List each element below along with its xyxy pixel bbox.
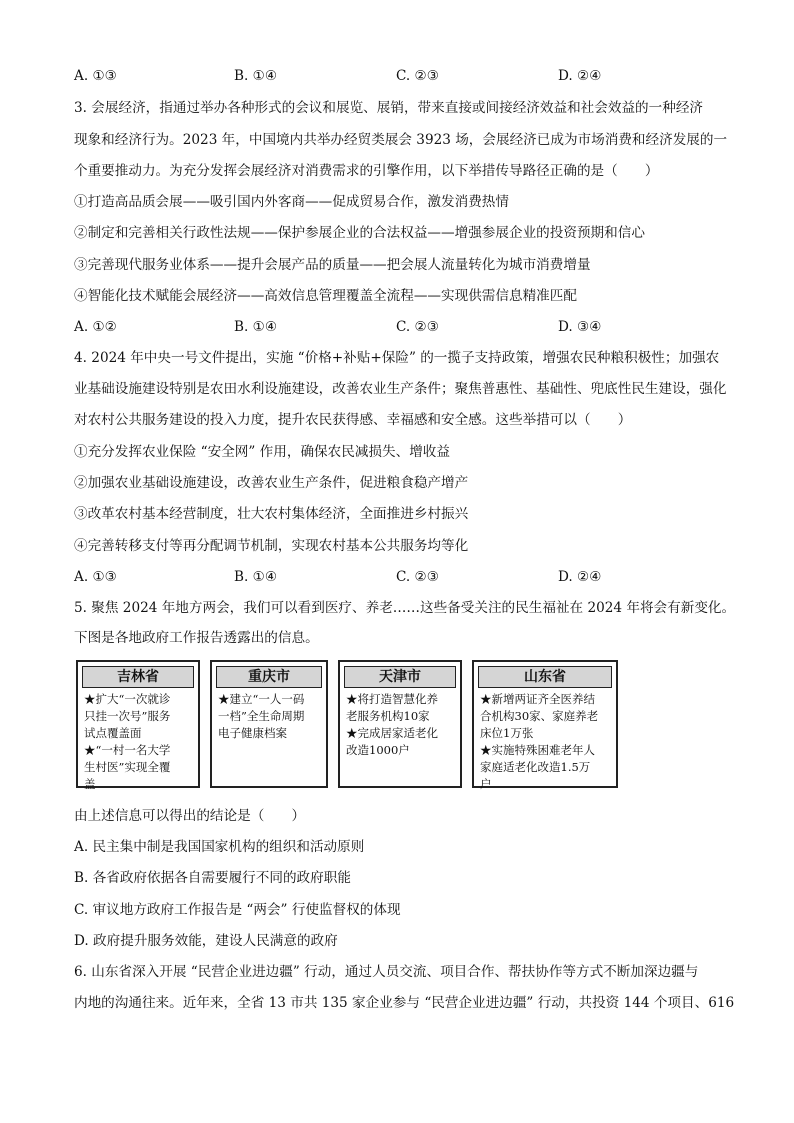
q3-stem-line-2: 现象和经济行为。2023 年，中国境内共举办经贸类展会 3923 场，会展经济已成为市场消费和经济发展的一: [74, 132, 728, 148]
q4-stem-line-1: 4. 2024 年中央一号文件提出，实施 “价格+补贴+保险” 的一揽子支持政策，增强农民种粮积极性；加强农: [74, 350, 720, 366]
q5-stem-line-1: 5. 聚焦 2024 年地方两会，我们可以看到医疗、养老……这些备受关注的民生福祉在 2024 年将会有新变化。: [74, 600, 736, 616]
q4-item-4: ④完善转移支付等再分配调节机制，实现农村基本公共服务均等化: [74, 538, 469, 554]
province-text: ★建立“一人一码 一档”全生命周期 电子健康档案: [218, 692, 305, 740]
q5-option-b[interactable]: B. 各省政府依据各自需要履行不同的政府职能: [74, 870, 351, 886]
q3-stem-line-1: 3. 会展经济，指通过举办各种形式的会议和展览、展销，带来直接或间接经济效益和社会效益的一种经济: [74, 100, 704, 116]
q5-question: 由上述信息可以得出的结论是（ ）: [74, 808, 306, 824]
q3-options: [74, 317, 734, 337]
q4-options: [74, 567, 734, 587]
province-text: ★扩大“一次就诊 只挂一次号”服务 试点覆盖面 ★“一村一名大学 生村医”实现全覆 盖: [84, 692, 171, 791]
q3-option-a[interactable]: A. ①②: [74, 319, 117, 335]
q5-option-a[interactable]: A. 民主集中制是我国国家机构的组织和活动原则: [74, 839, 365, 855]
q3-item-1: ①打造高品质会展——吸引国内外客商——促成贸易合作，激发消费热情: [74, 194, 509, 210]
q4-item-3: ③改革农村基本经营制度，壮大农村集体经济，全面推进乡村振兴: [74, 506, 469, 522]
province-box-tianjin: [338, 660, 462, 788]
province-title: 吉林省: [82, 666, 194, 688]
q3-stem-line-3: 个重要推动力。为充分发挥会展经济对消费需求的引擎作用，以下举措传导路径正确的是（ ）: [74, 163, 659, 179]
province-text: ★将打造智慧化养 老服务机构10家 ★完成居家适老化 改造1000户: [346, 692, 438, 757]
q6-stem-line-2: 内地的沟通往来。近年来，全省 13 市共 135 家企业参与 “民营企业进边疆” 行动，共投资 144 个项目、616: [74, 995, 735, 1011]
q2-option-d[interactable]: D. ②④: [558, 68, 602, 84]
q2-option-b[interactable]: B. ①④: [234, 68, 278, 84]
q4-item-1: ①充分发挥农业保险 “安全网” 作用，确保农民减损失、增收益: [74, 444, 450, 460]
q4-stem-line-2: 业基础设施建设特别是农田水利设施建设，改善农业生产条件；聚焦普惠性、基础性、兜底性民生建设，强化: [74, 381, 727, 397]
q3-item-4: ④智能化技术赋能会展经济——高效信息管理覆盖全流程——实现供需信息精准匹配: [74, 288, 577, 304]
province-title: 重庆市: [216, 666, 322, 688]
q5-option-c[interactable]: C. 审议地方政府工作报告是 “两会” 行使监督权的体现: [74, 902, 401, 918]
q3-option-d[interactable]: D. ③④: [558, 319, 602, 335]
q6-stem-line-1: 6. 山东省深入开展 “民营企业进边疆” 行动，通过人员交流、项目合作、帮扶协作等方式不断加深边疆与: [74, 964, 699, 980]
province-box-chongqing: [210, 660, 328, 788]
q2-options: [74, 66, 734, 86]
province-box-shandong: [472, 660, 618, 791]
q5-stem-line-2: 下图是各地政府工作报告透露出的信息。: [74, 630, 319, 646]
province-text: ★新增两证齐全医养结 合机构30家、家庭养老 床位1万张 ★实施特殊困难老年人 家庭适老化改造1.5万 户: [480, 692, 599, 791]
province-box-jilin: [76, 660, 200, 791]
q2-option-a[interactable]: A. ①③: [74, 68, 117, 84]
q4-item-2: ②加强农业基础设施建设，改善农业生产条件，促进粮食稳产增产: [74, 475, 469, 491]
province-title: 山东省: [478, 666, 612, 688]
q4-stem-line-3: 对农村公共服务建设的投入力度，提升农民获得感、幸福感和安全感。这些举措可以（ ）: [74, 412, 632, 428]
q3-option-b[interactable]: B. ①④: [234, 319, 278, 335]
q5-option-d[interactable]: D. 政府提升服务效能，建设人民满意的政府: [74, 933, 338, 949]
q3-item-3: ③完善现代服务业体系——提升会展产品的质量——把会展人流量转化为城市消费增量: [74, 257, 591, 273]
q2-option-c[interactable]: C. ②③: [396, 68, 439, 84]
q4-option-a[interactable]: A. ①③: [74, 569, 117, 585]
q4-option-b[interactable]: B. ①④: [234, 569, 278, 585]
q4-option-c[interactable]: C. ②③: [396, 569, 439, 585]
q3-item-2: ②制定和完善相关行政性法规——保护参展企业的合法权益——增强参展企业的投资预期和信心: [74, 225, 645, 241]
q4-option-d[interactable]: D. ②④: [558, 569, 602, 585]
province-info-figure: [76, 660, 620, 792]
q3-option-c[interactable]: C. ②③: [396, 319, 439, 335]
province-title: 天津市: [344, 666, 456, 688]
